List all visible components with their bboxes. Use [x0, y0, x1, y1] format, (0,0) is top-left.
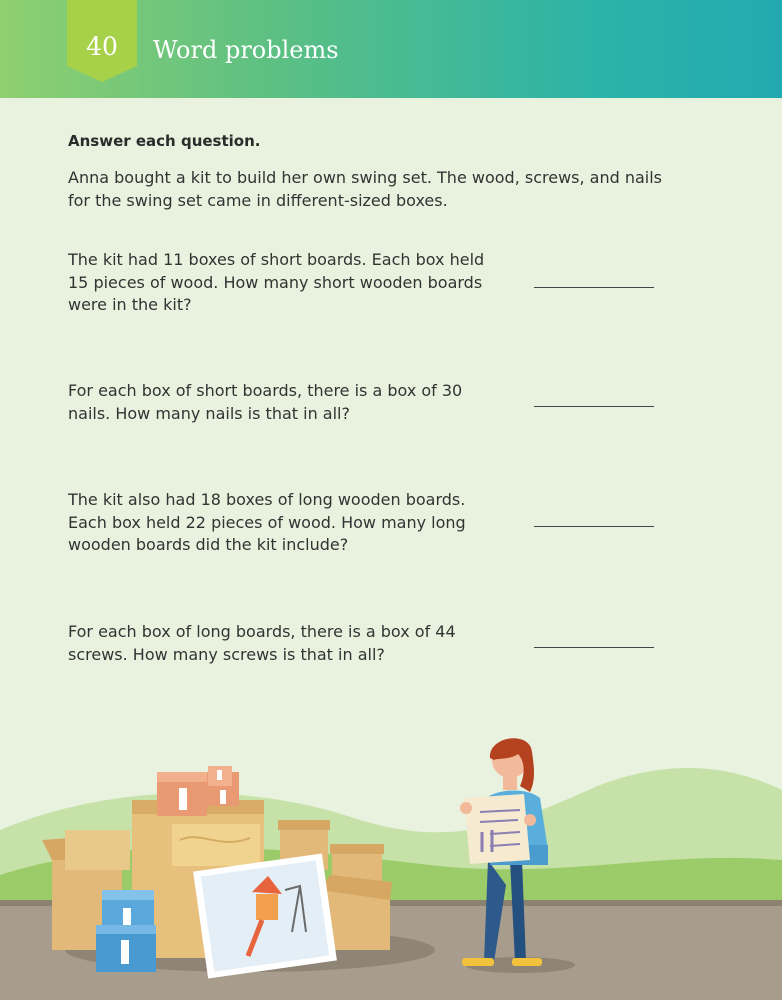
swing-set-picture-icon — [193, 853, 337, 978]
question-4: For each box of long boards, there is a box of 44 screws. How many screws is that in all? — [68, 622, 456, 664]
page-header — [0, 0, 782, 98]
question-1: The kit had 11 boxes of short boards. Each box held 15 pieces of wood. How many short wooden boards were in the kit? — [68, 250, 485, 314]
illustration-scene — [0, 700, 782, 1000]
answer-line-1[interactable] — [534, 287, 654, 288]
intro-paragraph: Anna bought a kit to build her own swing set. The wood, screws, and nails for the swing set came in different-sized boxes. — [68, 168, 663, 210]
question-2: For each box of short boards, there is a box of 30 nails. How many nails is that in all? — [68, 381, 463, 423]
instruction-heading: Answer each question. — [68, 132, 261, 150]
page-number: 40 — [86, 32, 118, 61]
page-title: Word problems — [153, 36, 339, 64]
answer-line-2[interactable] — [534, 406, 654, 407]
question-3: The kit also had 18 boxes of long wooden boards. Each box held 22 pieces of wood. How many long wooden boards did the kit include? — [68, 490, 466, 554]
answer-line-4[interactable] — [534, 647, 654, 648]
page-number-tab — [67, 0, 137, 82]
answer-line-3[interactable] — [534, 526, 654, 527]
